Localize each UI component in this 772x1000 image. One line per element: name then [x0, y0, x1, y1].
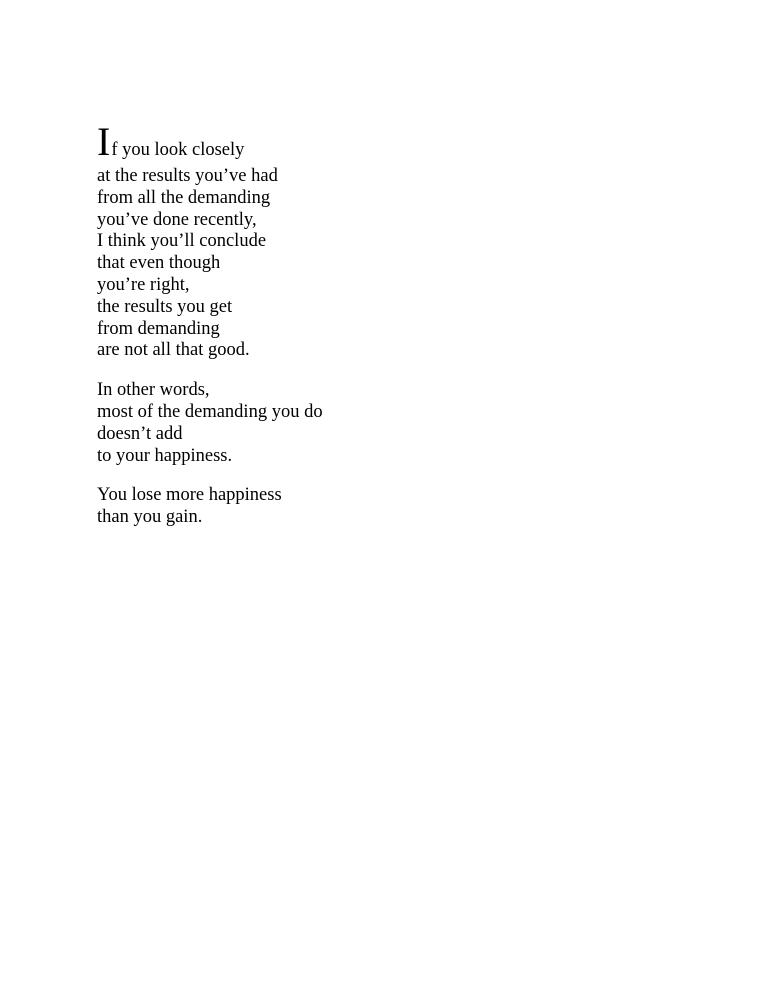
stanza-3	[97, 485, 657, 529]
poem-line: the results you get	[97, 296, 233, 317]
poem-first-line	[97, 119, 657, 166]
poem-line: doesn’t add	[97, 423, 183, 444]
stanza-1	[97, 166, 657, 362]
poem-line: You lose more happiness	[97, 485, 282, 506]
poem-line: I think you’ll conclude	[97, 231, 267, 252]
poem-line: are not all that good.	[97, 340, 250, 361]
poem-line: to your happiness.	[97, 445, 233, 466]
poem-line: you’ve done recently,	[97, 209, 257, 230]
poem-line: most of the demanding you do	[97, 401, 323, 422]
poem-line: that even though	[97, 253, 221, 274]
poem-line: you’re right,	[97, 274, 190, 295]
poem-line: at the results you’ve had	[97, 166, 278, 186]
poem-line: from all the demanding	[97, 187, 271, 208]
stanza-2	[97, 380, 657, 467]
poem-line: from demanding	[97, 318, 220, 339]
poem-line: In other words,	[97, 380, 210, 401]
first-line-text: f you look closely	[111, 140, 245, 160]
poem-line: than you gain.	[97, 507, 203, 528]
drop-cap: I	[97, 119, 111, 164]
poem	[97, 119, 657, 547]
